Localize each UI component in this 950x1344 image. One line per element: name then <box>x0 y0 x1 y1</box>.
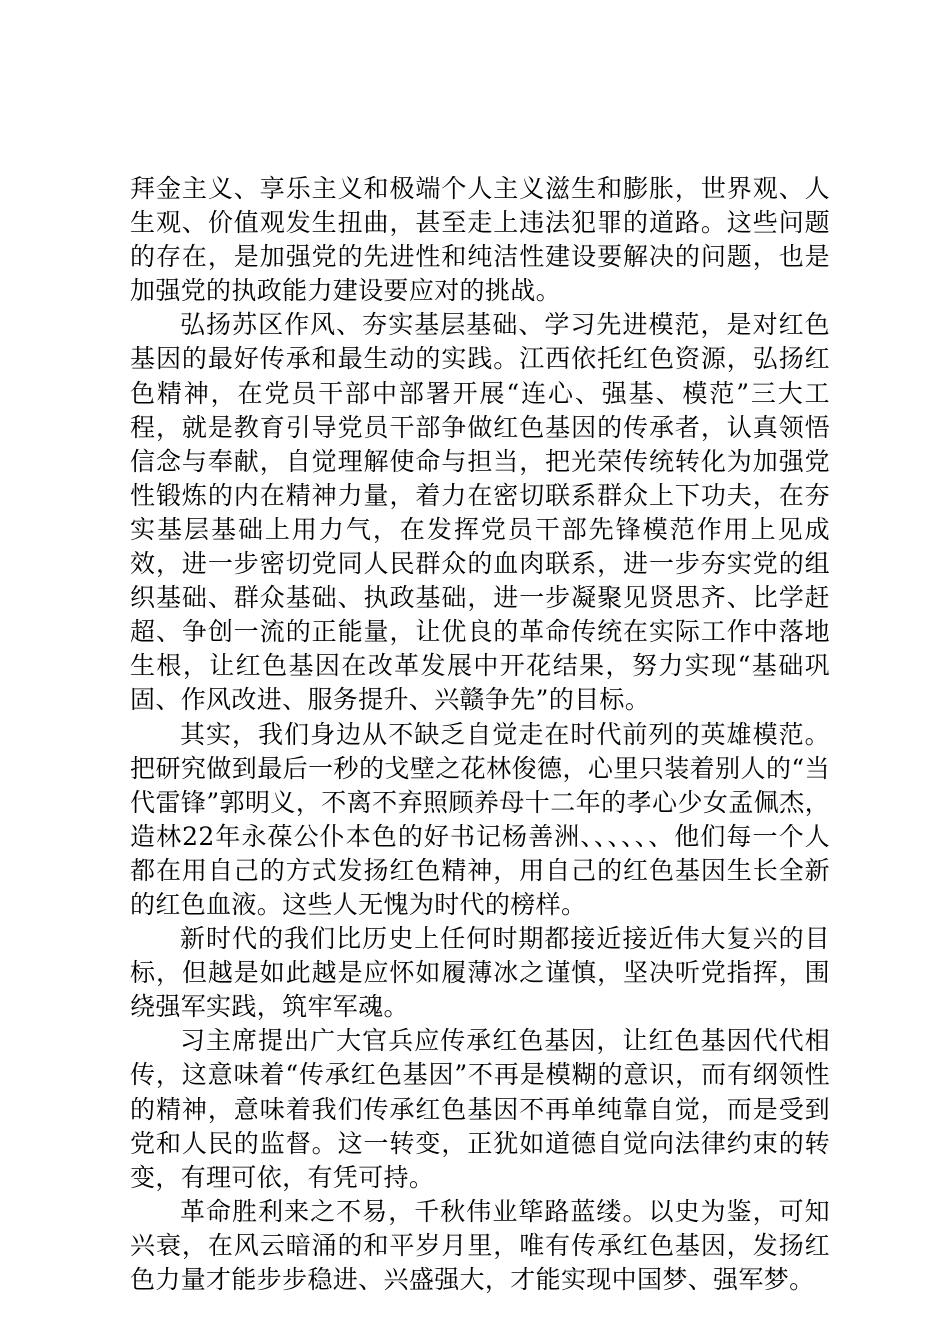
document-body <box>130 172 830 1297</box>
paragraph-6: 革命胜利来之不易，千秋伟业筚路蓝缕。以史为鉴，可知兴衰，在风云暗涌的和平岁月里，唯有传承红色基因，发扬红色力量才能步步稳进、兴盛强大，才能实现中国梦、强军梦。 <box>130 1196 830 1294</box>
paragraph-2: 弘扬苏区作风、夯实基层基础、学习先进模范，是对红色基因的最好传承和最生动的实践。江西依托红色资源，弘扬红色精神，在党员干部中部署开展“连心、强基、模范”三大工程，就是教育引导党员干部争做红色基因的传承者，认真领悟信念与奉献，自觉理解使命与担当，把光荣传统转化为加强党性锻炼的内在精神力量，着力在密切联系群众上下功夫，在夯实基层基础上用力气，在发挥党员干部先锋模范作用上见成效，进一步密切党同人民群众的血肉联系，进一步夯实党的组织基础、群众基础、执政基础，进一步凝聚见贤思齐、比学赶超、争创一流的正能量，让优良的革命传统在实际工作中落地生根，让红色基因在改革发展中开花结果，努力实现“基础巩固、作风改进、服务提升、兴赣争先”的目标。 <box>130 310 830 715</box>
paragraph-5: 习主席提出广大官兵应传承红色基因，让红色基因代代相传，这意味着“传承红色基因”不再是模糊的意识，而有纲领性的精神，意味着我们传承红色基因不再单纯靠自觉，而是受到党和人民的监督。这一转变，正犹如道德自觉向法律约束的转变，有理可依，有凭可持。 <box>130 1026 830 1192</box>
paragraph-4: 新时代的我们比历史上任何时期都接近接近伟大复兴的目标，但越是如此越是应怀如履薄冰之谨慎，坚决听党指挥，围绕强军实践，筑牢军魂。 <box>130 924 830 1022</box>
paragraph-3: 其实，我们身边从不缺乏自觉走在时代前列的英雄模范。把研究做到最后一秒的戈壁之花林俊德，心里只装着别人的“当代雷锋”郭明义，不离不弃照顾养母十二年的孝心少女孟佩杰，造林22年永葆公仆本色的好书记杨善洲、、、、、、他们每一个人都在用自己的方式发扬红色精神，用自己的红色基因生长全新的红色血液。这些人无愧为时代的榜样。 <box>130 719 830 919</box>
paragraph-1: 拜金主义、享乐主义和极端个人主义滋生和膨胀，世界观、人生观、价值观发生扭曲，甚至走上违法犯罪的道路。这些问题的存在，是加强党的先进性和纯洁性建设要解决的问题，也是加强党的执政能力建设要应对的挑战。 <box>130 174 830 306</box>
